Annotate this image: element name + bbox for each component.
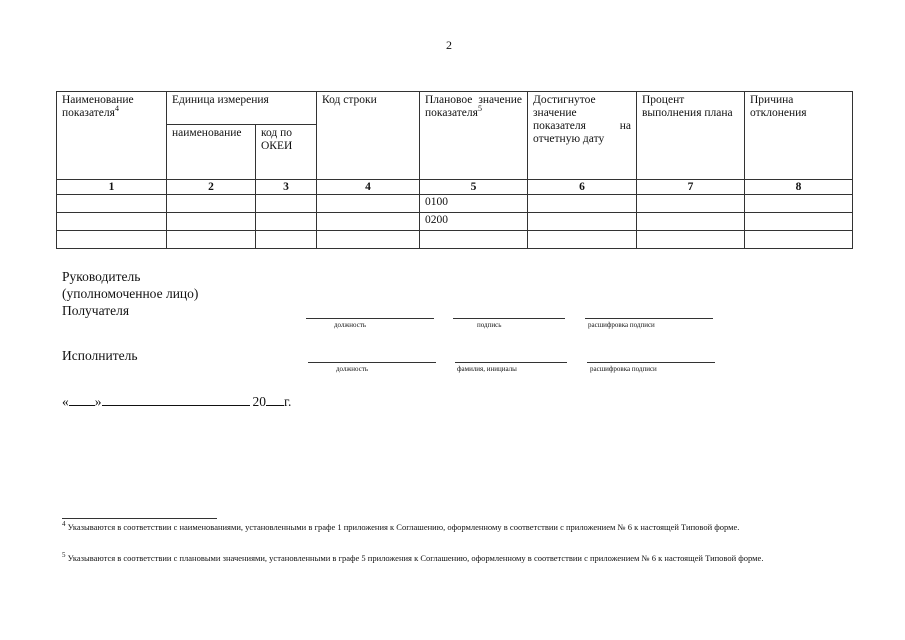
header-plan-value: Плановое значение показателя$^5$	[420, 92, 528, 180]
executor-name-line	[455, 362, 567, 363]
header-deviation-reason: Причина отклонения	[745, 92, 853, 180]
position-signature-line	[306, 318, 434, 319]
header-unit-group: Единица измерения	[167, 92, 317, 125]
column-number: 6	[528, 180, 637, 195]
day-blank	[69, 393, 95, 406]
header-achieved-value: Достигнутое значение показателя на отчетную дату	[528, 92, 637, 180]
table-row	[57, 213, 853, 231]
signature-decoding-line	[585, 318, 713, 319]
column-number: 1	[57, 180, 167, 195]
header-row-1	[57, 92, 853, 125]
table-row	[57, 231, 853, 249]
column-number: 7	[637, 180, 745, 195]
header-unit-name: наименование	[167, 125, 256, 180]
position-caption: должность	[334, 321, 367, 329]
row-code-cell: 0100	[420, 195, 528, 213]
executor-decoding-line	[587, 362, 715, 363]
signature-caption: подпись	[477, 321, 502, 329]
column-number: 5	[420, 180, 528, 195]
column-number: 2	[167, 180, 256, 195]
executor-position-caption: должность	[336, 365, 369, 373]
row-code-cell: 0200	[420, 213, 528, 231]
executor-decoding-caption: расшифровка подписи	[590, 365, 657, 373]
header-indicator-name: Наименование показателя$^4$	[57, 92, 167, 180]
head-signature-label: Руководитель (уполномоченное лицо) Получателя	[62, 269, 199, 318]
table-row	[57, 195, 853, 213]
column-numbers-row	[57, 180, 853, 195]
page-number: 2	[446, 38, 452, 52]
footnote-separator	[62, 518, 217, 519]
header-plan-percent: Процент выполнения плана	[637, 92, 745, 180]
header-okei-code: код по ОКЕИ	[256, 125, 317, 180]
column-number: 3	[256, 180, 317, 195]
header-row-code: Код строки	[317, 92, 420, 180]
column-number: 8	[745, 180, 853, 195]
date-line: « » 20 г.	[62, 394, 292, 409]
year-blank	[266, 393, 284, 406]
signature-line	[453, 318, 565, 319]
executor-name-caption: фамилия, инициалы	[457, 365, 517, 373]
column-number: 4	[317, 180, 420, 195]
report-table	[56, 91, 853, 249]
month-blank	[102, 393, 250, 406]
executor-position-line	[308, 362, 436, 363]
footnote-5: $^5$ Указываются в соответствии с плановыми значениями, установленными в графе 5 приложения к Соглашению, оформленному в соответствии с приложением № 6 к настоящей Типовой форме.	[62, 551, 764, 563]
executor-label: Исполнитель	[62, 348, 138, 363]
footnote-4: $^4$ Указываются в соответствии с наименованиями, установленными в графе 1 приложения к Соглашению, оформленному в соответствии с приложением № 6 к настоящей Типовой форме.	[62, 520, 740, 532]
signature-decoding-caption: расшифровка подписи	[588, 321, 655, 329]
